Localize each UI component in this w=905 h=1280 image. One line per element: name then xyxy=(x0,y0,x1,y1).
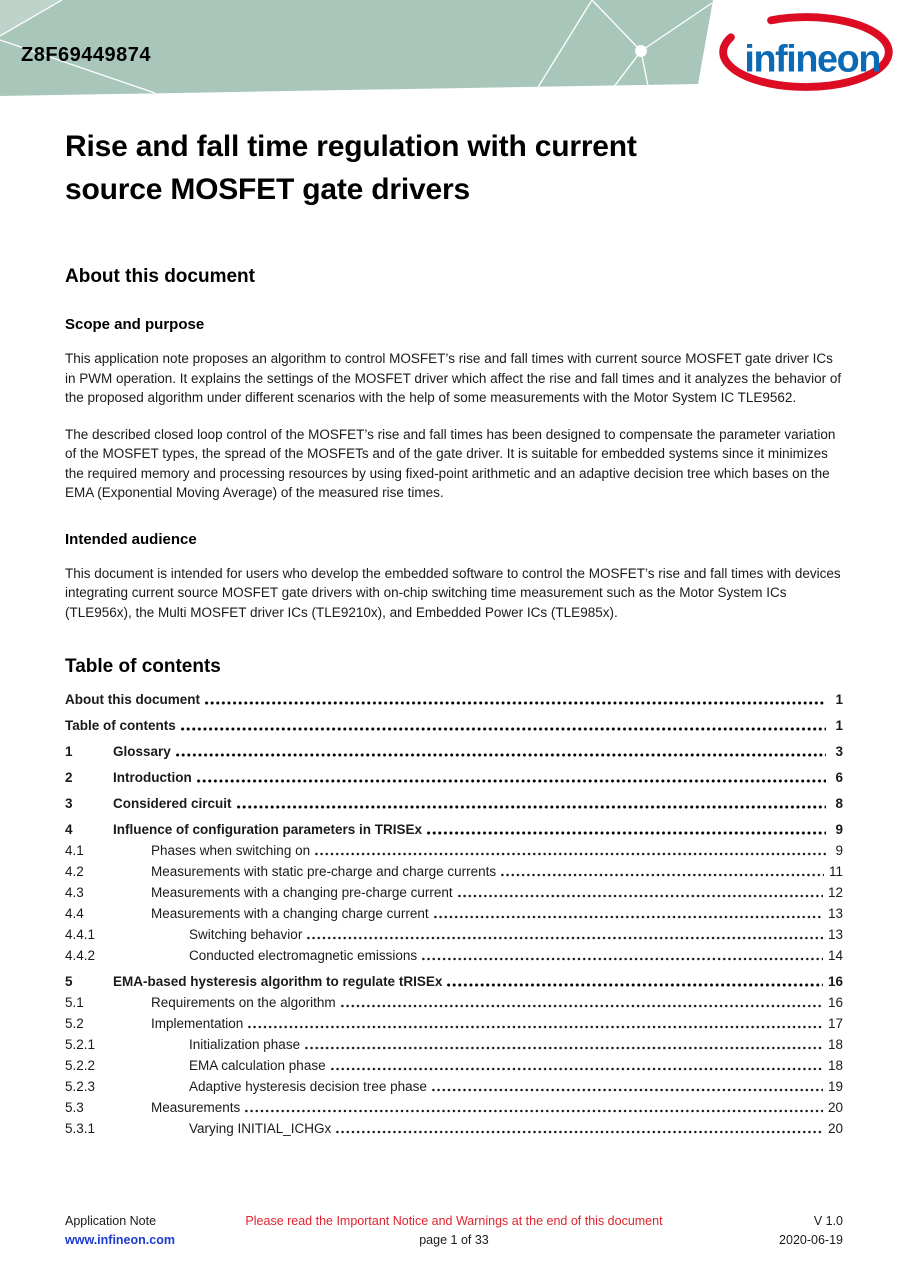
toc-entry[interactable] xyxy=(65,1097,843,1118)
toc-entry[interactable] xyxy=(65,689,843,710)
toc-dot-leader xyxy=(307,935,823,941)
toc-entry[interactable] xyxy=(65,971,843,992)
title-line-2: source MOSFET gate drivers xyxy=(65,173,470,206)
scope-subheading: Scope and purpose xyxy=(65,316,205,333)
toc-dot-leader xyxy=(341,1003,823,1009)
about-heading: About this document xyxy=(65,266,255,287)
toc-dot-leader xyxy=(197,778,826,784)
toc-entry-title: Initialization phase xyxy=(189,1037,301,1052)
toc-entry-number: 5 xyxy=(65,974,73,989)
footer-right xyxy=(663,1212,843,1250)
toc-list xyxy=(65,689,843,1139)
toc-entry-page: 1 xyxy=(835,718,843,733)
toc-entry-page: 18 xyxy=(827,1058,843,1073)
toc-entry[interactable] xyxy=(65,861,843,882)
toc-entry-title: Measurements with a changing charge current xyxy=(151,906,429,921)
toc-dot-leader xyxy=(176,752,826,758)
toc-entry-number: 4 xyxy=(65,822,73,837)
toc-dot-leader xyxy=(422,956,823,962)
footer-doc-type: Application Note xyxy=(65,1214,157,1228)
footer-notice: Please read the Important Notice and Warnings at the end of this document xyxy=(245,1214,663,1228)
title-line-1: Rise and fall time regulation with current xyxy=(65,130,637,163)
page-content xyxy=(65,0,843,1139)
toc-entry-page: 9 xyxy=(835,822,843,837)
scope-paragraph-2: The described closed loop control of the MOSFET’s rise and fall times has been designed to compensate the parameter variation of the MOSFET types, the spread of the MOSFETs and of the gate driver. It is suitable for embedded systems since it minimizes the required memory and processing resources by using fixed-point arithmetic and an adaptive decision tree which bases on the EMA (Exponential Moving Average) of the measured rise times. xyxy=(65,426,836,500)
toc-entry-number: 5.2.2 xyxy=(65,1058,96,1073)
toc-entry-page: 14 xyxy=(827,948,843,963)
toc-entry-title: Phases when switching on xyxy=(151,843,311,858)
toc-entry-title: EMA-based hysteresis algorithm to regulate tRISEx xyxy=(113,974,443,989)
toc-heading: Table of contents xyxy=(65,656,221,677)
toc-dot-leader xyxy=(458,893,823,899)
toc-entry-page: 3 xyxy=(835,744,843,759)
toc-entry-number: 5.2 xyxy=(65,1016,84,1031)
toc-entry-page: 8 xyxy=(835,796,843,811)
toc-entry[interactable] xyxy=(65,1013,843,1034)
toc-entry-title: Considered circuit xyxy=(113,796,232,811)
toc-entry-title: Measurements with a changing pre-charge current xyxy=(151,885,453,900)
toc-entry-number: 4.4.2 xyxy=(65,948,96,963)
toc-dot-leader xyxy=(305,1045,823,1051)
toc-entry-number: 2 xyxy=(65,770,73,785)
footer-website-link[interactable]: www.infineon.com xyxy=(65,1233,175,1247)
toc-dot-leader xyxy=(427,830,826,836)
toc-entry[interactable] xyxy=(65,767,843,788)
toc-entry-title: Glossary xyxy=(113,744,171,759)
footer-page-info: page 1 of 33 xyxy=(419,1233,489,1247)
toc-entry-title: Measurements xyxy=(151,1100,241,1115)
toc-entry-page: 18 xyxy=(827,1037,843,1052)
toc-entry-number: 3 xyxy=(65,796,73,811)
toc-entry-number: 5.2.3 xyxy=(65,1079,96,1094)
toc-entry[interactable] xyxy=(65,741,843,762)
toc-entry-page: 11 xyxy=(828,864,843,879)
toc-entry-number: 4.4.1 xyxy=(65,927,96,942)
toc-dot-leader xyxy=(237,804,826,810)
toc-dot-leader xyxy=(336,1129,823,1135)
toc-entry[interactable] xyxy=(65,945,843,966)
toc-entry-page: 13 xyxy=(827,906,843,921)
toc-entry[interactable] xyxy=(65,715,843,736)
toc-entry[interactable] xyxy=(65,1034,843,1055)
toc-dot-leader xyxy=(447,982,823,988)
toc-entry-number: 5.1 xyxy=(65,995,84,1010)
toc-entry-title: Switching behavior xyxy=(189,927,303,942)
scope-paragraph-1: This application note proposes an algorithm to control MOSFET’s rise and fall times with current source MOSFET gate driver ICs in PWM operation. It explains the settings of the MOSFET driver which affect the rise and fall times and it analyzes the behavior of the proposed algorithm under different scenarios with the help of some measurements with the Motor System IC TLE9562. xyxy=(65,351,842,405)
toc-entry-number: 5.3 xyxy=(65,1100,84,1115)
toc-entry[interactable] xyxy=(65,819,843,840)
audience-subheading: Intended audience xyxy=(65,530,197,548)
toc-entry-page: 9 xyxy=(835,843,843,858)
toc-entry-number: 1 xyxy=(65,744,73,759)
toc-entry-page: 19 xyxy=(827,1079,843,1094)
toc-entry-title: Varying INITIAL_ICHGx xyxy=(189,1121,332,1136)
toc-entry-page: 16 xyxy=(827,974,843,989)
toc-entry-page: 13 xyxy=(827,927,843,942)
toc-entry-page: 20 xyxy=(827,1121,843,1136)
toc-entry-page: 20 xyxy=(827,1100,843,1115)
toc-entry-number: 4.2 xyxy=(65,864,84,879)
toc-entry-page: 17 xyxy=(827,1016,843,1031)
toc-dot-leader xyxy=(181,726,826,732)
toc-dot-leader xyxy=(245,1108,823,1114)
toc-entry-page: 1 xyxy=(835,692,843,707)
toc-dot-leader xyxy=(432,1087,823,1093)
toc-entry-number: 4.1 xyxy=(65,843,84,858)
toc-entry-number: 5.3.1 xyxy=(65,1121,96,1136)
toc-dot-leader xyxy=(248,1024,823,1030)
toc-entry-number: 5.2.1 xyxy=(65,1037,96,1052)
toc-entry-title: Influence of configuration parameters in TRISEx xyxy=(113,822,423,837)
toc-entry-title: Adaptive hysteresis decision tree phase xyxy=(189,1079,427,1094)
toc-entry-number: 4.3 xyxy=(65,885,84,900)
toc-entry[interactable] xyxy=(65,1118,843,1139)
toc-entry-title: About this document xyxy=(65,692,200,707)
toc-entry[interactable] xyxy=(65,1055,843,1076)
footer-date: 2020-06-19 xyxy=(779,1233,843,1247)
page-title xyxy=(65,125,843,211)
toc-entry-title: Table of contents xyxy=(65,718,176,733)
toc-entry-number: 4.4 xyxy=(65,906,84,921)
toc-entry[interactable] xyxy=(65,793,843,814)
toc-dot-leader xyxy=(331,1066,823,1072)
page-footer xyxy=(65,1212,843,1250)
toc-entry-page: 6 xyxy=(835,770,843,785)
toc-dot-leader xyxy=(501,872,824,878)
toc-entry[interactable] xyxy=(65,882,843,903)
toc-dot-leader xyxy=(434,914,823,920)
footer-left xyxy=(65,1212,245,1250)
toc-entry[interactable] xyxy=(65,992,843,1013)
audience-paragraph: This document is intended for users who develop the embedded software to control the MOSFET’s rise and fall times with devices integrating current source MOSFET gate drivers with on-chip switching time measurement such as the Motor System ICs (TLE956x), the Multi MOSFET driver ICs (TLE9210x), and Embedded Power ICs (TLE985x). xyxy=(65,565,841,620)
toc-dot-leader xyxy=(205,700,826,706)
toc-entry-page: 16 xyxy=(827,995,843,1010)
toc-entry[interactable] xyxy=(65,903,843,924)
toc-entry[interactable] xyxy=(65,1076,843,1097)
toc-entry-title: Implementation xyxy=(151,1016,244,1031)
footer-version: V 1.0 xyxy=(813,1214,843,1228)
toc-entry-title: EMA calculation phase xyxy=(189,1058,326,1073)
toc-entry[interactable] xyxy=(65,840,843,861)
toc-entry-title: Conducted electromagnetic emissions xyxy=(189,948,418,963)
toc-entry-title: Requirements on the algorithm xyxy=(151,995,336,1010)
document-number: Z8F69449874 xyxy=(21,44,152,66)
toc-entry-title: Measurements with static pre-charge and charge currents xyxy=(151,864,497,879)
toc-entry-title: Introduction xyxy=(113,770,192,785)
toc-entry[interactable] xyxy=(65,924,843,945)
toc-dot-leader xyxy=(315,851,826,857)
footer-center xyxy=(245,1212,662,1250)
toc-entry-page: 12 xyxy=(827,885,843,900)
logo-wordmark: infineon xyxy=(744,37,880,80)
